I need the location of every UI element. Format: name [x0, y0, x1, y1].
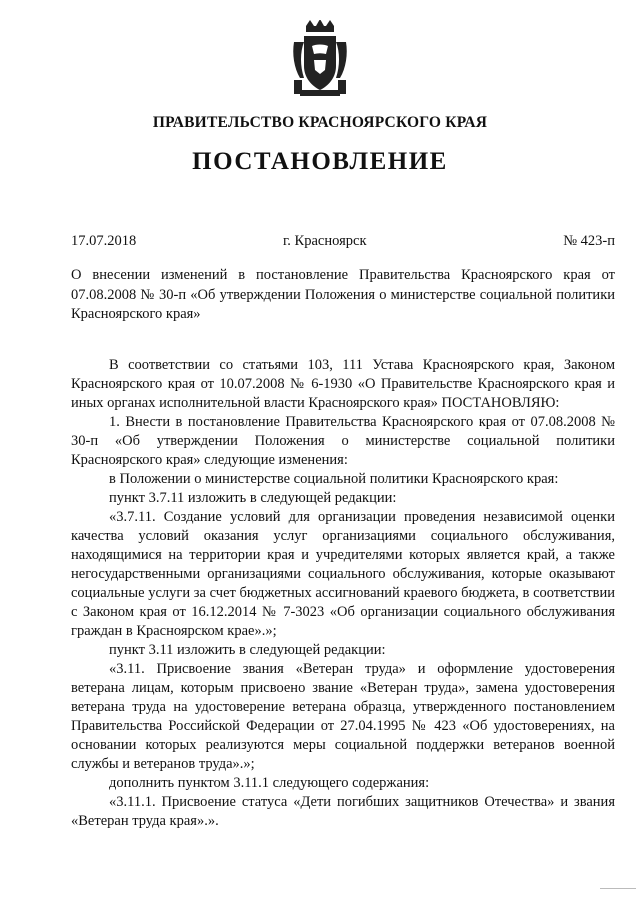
body-paragraph: пункт 3.7.11 изложить в следующей редакции: [109, 490, 397, 506]
document-city: г. Красноярск [283, 233, 367, 249]
coat-of-arms-icon [292, 20, 348, 100]
scan-edge-mark [600, 888, 636, 889]
body-paragraph: дополнить пунктом 3.11.1 следующего содержания: [109, 775, 430, 791]
body-paragraph: «3.11.1. Присвоение статуса «Дети погибших защитников Отечества» и звания «Ветеран труда края».». [71, 794, 615, 829]
document-date: 17.07.2018 [71, 233, 137, 249]
body-paragraph: «3.7.11. Создание условий для организации проведения независимой оценки качества условий оказания услуг организациями социального обслуживания, находящимися на территории края и учредителями которых является край, а также негосударственными организациями социального обслуживания, которые оказывают социальные услуги за счет бюджетных ассигнований краевого бюджета, в соответствии с Законом края от 16.12.2014 № 7-3023 «Об организации социального обслуживания граждан в Красноярском крае».»; [71, 509, 615, 639]
document-body [71, 356, 615, 831]
document-meta-row [71, 233, 615, 253]
document-type-title: ПОСТАНОВЛЕНИЕ [192, 148, 448, 175]
body-paragraph: пункт 3.11 изложить в следующей редакции: [109, 642, 386, 658]
body-paragraph: «3.11. Присвоение звания «Ветеран труда» и оформление удостоверения ветерана лицам, которым присвоено звание «Ветеран труда», замена удостоверения ветерана труда на удостоверение ветерана образца, утвержденного постановлением Правительства Российской Федерации от 27.04.1995 № 423 «Об удостоверениях, на основании которых реализуются меры социальной поддержки ветеранов военной службы и ветеранов труда».»; [71, 661, 615, 772]
body-paragraph: 1. Внести в постановление Правительства Красноярского края от 07.08.2008 № 30-п «Об утверждении Положения о министерстве социальной политики Красноярского края» следующие изменения: [71, 414, 615, 468]
authority-title: ПРАВИТЕЛЬСТВО КРАСНОЯРСКОГО КРАЯ [152, 114, 488, 131]
document-subject: О внесении изменений в постановление Правительства Красноярского края от 07.08.2008 № 30-п «Об утверждении Положения о министерстве социальной политики Красноярского края» [71, 267, 615, 322]
body-paragraph: В соответствии со статьями 103, 111 Устава Красноярского края, Законом Красноярского края от 10.07.2008 № 6-1930 «О Правительстве Красноярского края и иных органах исполнительной власти Красноярского края» ПОСТАНОВЛЯЮ: [71, 357, 615, 411]
document-number: № 423-п [563, 233, 615, 249]
body-paragraph: в Положении о министерстве социальной политики Красноярского края: [109, 471, 559, 487]
